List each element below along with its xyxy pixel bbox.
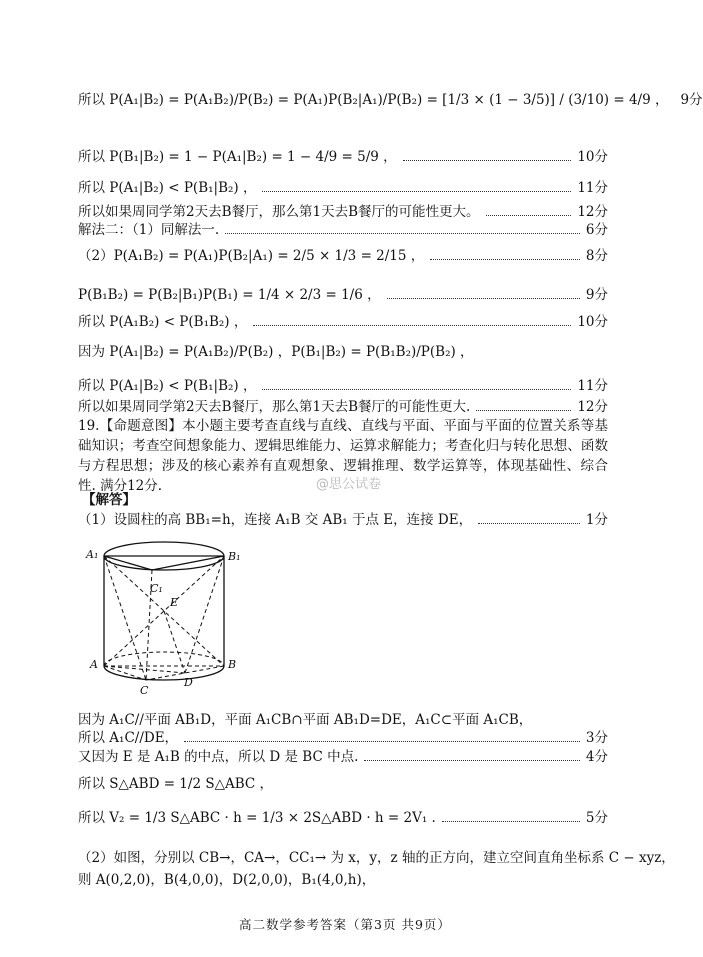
line-text: 所以 P(A₁|B₂) < P(B₁|B₂) ， <box>78 378 257 394</box>
line-text: （1）设圆柱的高 BB₁=h，连接 A₁B 交 AB₁ 于点 E，连接 DE， <box>78 512 473 528</box>
label-d: D <box>184 676 193 689</box>
solution-line <box>78 804 608 828</box>
line-text: 因为 P(A₁|B₂) = P(A₁B₂)/P(B₂) ，P(B₁|B₂) = P(B₁B₂)/P(B₂) ， <box>78 344 474 360</box>
score: 10分 <box>577 149 608 165</box>
solution-line <box>78 770 608 794</box>
line-text: 所以如果周同学第2天去B餐厅，那么第1天去B餐厅的可能性更大. <box>78 399 471 415</box>
cylinder-figure <box>84 538 254 698</box>
label-e: E <box>170 596 179 609</box>
score: 5分 <box>585 810 608 826</box>
solution-line <box>78 844 675 868</box>
solution-line <box>78 174 608 198</box>
solution-line <box>78 143 608 167</box>
solution-line <box>78 242 608 266</box>
solution-line <box>78 86 703 110</box>
label-b: B <box>228 658 237 671</box>
line-text: 所以如果周同学第2天去B餐厅，那么第1天去B餐厅的可能性更大。 <box>78 204 480 220</box>
label-c1: C₁ <box>150 582 163 595</box>
score: 8分 <box>585 248 608 264</box>
score: 9分 <box>585 287 608 303</box>
score: 12分 <box>577 204 608 220</box>
watermark: @思公试卷 <box>316 477 382 492</box>
line-text: 所以 P(A₁B₂) < P(B₁B₂) ， <box>78 314 248 330</box>
solution-line <box>78 393 608 417</box>
line-text: 所以 V₂ = 1/3 S△ABC · h = 1/3 × 2S△ABD · h = 2V₁ . <box>78 810 436 826</box>
page-footer: 高二数学参考答案（第3页 共9页） <box>239 917 451 932</box>
solution-line <box>78 216 608 240</box>
line-text: 所以 S△ABD = 1/2 S△ABC ， <box>78 776 273 792</box>
score: 9分 <box>680 92 703 108</box>
score: 11分 <box>577 180 608 196</box>
line-text: 所以 P(A₁|B₂) < P(B₁|B₂) ， <box>78 180 257 196</box>
part1-line <box>78 506 608 530</box>
line-text: 则 A(0,2,0)，B(4,0,0)，D(2,0,0)，B₁(4,0,h)， <box>78 872 376 888</box>
solution-line <box>78 281 608 305</box>
score: 6分 <box>585 222 608 238</box>
score: 11分 <box>577 378 608 394</box>
solution-line <box>78 866 608 890</box>
solution-line <box>78 308 608 332</box>
line-text: 解法二：（1）同解法一. <box>78 222 220 238</box>
solution-line <box>78 743 608 767</box>
line-text: 所以 A₁C//DE， <box>78 730 179 746</box>
score: 10分 <box>577 314 608 330</box>
line-text: 所以 P(B₁|B₂) = 1 − P(A₁|B₂) = 1 − 4/9 = 5/9 ， <box>78 149 397 165</box>
score: 12分 <box>577 399 608 415</box>
label-b1: B₁ <box>228 550 241 563</box>
line-text: 又因为 E 是 A₁B 的中点，所以 D 是 BC 中点. <box>78 749 359 765</box>
solution-line <box>78 338 608 362</box>
label-c: C <box>140 684 149 697</box>
q19-intro: 19.【命题意图】本小题主要考查直线与直线、直线与平面、平面与平面的位置关系等基础知识；考查空间想象能力、逻辑思维能力、运算求解能力；考查化归与转化思想、函数与方程思想；涉及的核心素养有直观想象、逻辑推理、数学运算等，体现基础性、综合性. 满分12分. <box>78 418 608 494</box>
line-text: 所以 P(A₁|B₂) = P(A₁B₂)/P(B₂) = P(A₁)P(B₂|A₁)/P(B₂) = [1/3 × (1 − 3/5)] / (3/10) = 4/9 ， <box>78 92 669 108</box>
answer-heading: 【解答】 <box>82 492 136 508</box>
label-a: A <box>90 658 98 671</box>
score: 1分 <box>585 512 608 528</box>
score: 3分 <box>585 730 608 746</box>
line-text: P(B₁B₂) = P(B₂|B₁)P(B₁) = 1/4 × 2/3 = 1/6 ， <box>78 287 381 303</box>
line-text: （2）P(A₁B₂) = P(A₁)P(B₂|A₁) = 2/5 × 1/3 = 2/15 ， <box>78 248 425 264</box>
line-text: 因为 A₁C//平面 AB₁D，平面 A₁CB∩平面 AB₁D=DE，A₁C⊂平面 A₁CB， <box>78 712 533 728</box>
label-a1: A₁ <box>86 548 99 561</box>
score: 4分 <box>585 749 608 765</box>
line-text: （2）如图，分别以 CB→，CA→，CC₁→ 为 x，y，z 轴的正方向，建立空间直角坐标系 C − xyz， <box>78 850 675 866</box>
